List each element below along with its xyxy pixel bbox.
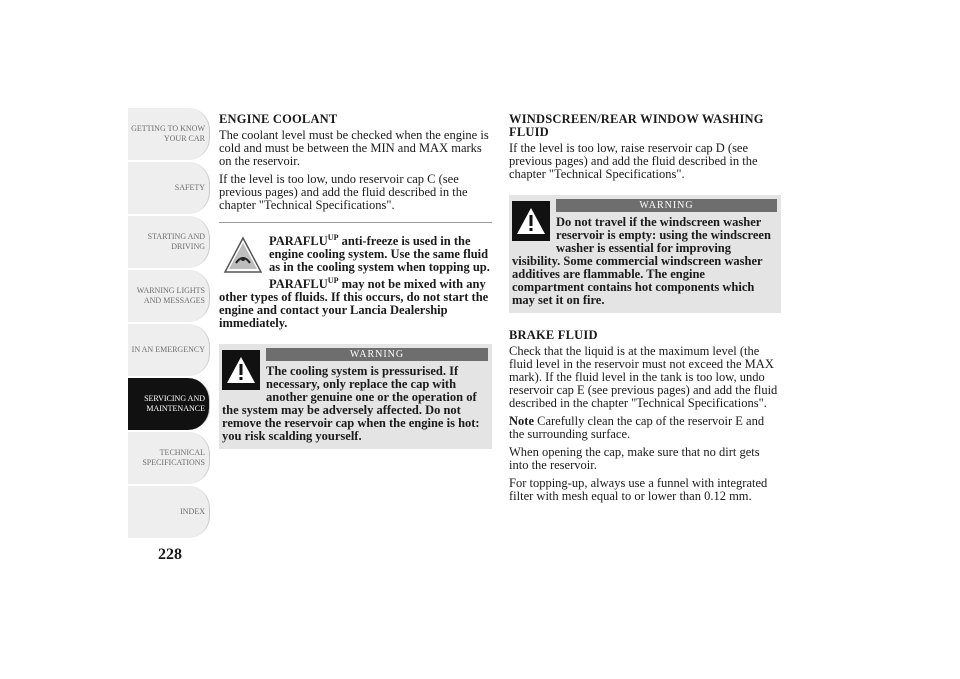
tab-technical-specifications[interactable]	[128, 432, 210, 484]
paragraph: For topping-up, always use a funnel with integrated filter with mesh equal to or lower than 0.12 mm.	[509, 476, 768, 503]
tab-label: IN AN EMERGENCY	[131, 345, 205, 354]
tab-label: INDEX	[180, 507, 205, 516]
caution-icon	[223, 235, 263, 279]
tab-label: SAFETY	[174, 183, 205, 192]
brand-name: PARAFLU	[269, 277, 328, 292]
tab-label: SERVICING AND MAINTENANCE	[144, 394, 205, 413]
paragraph: If the level is too low, undo reservoir cap C (see previous pages) and add the fluid described in the chapter "Technical Specifications".	[219, 172, 468, 212]
page-number: 228	[158, 546, 182, 563]
brand-superscript: UP	[327, 233, 339, 242]
warning-text-first: Do not travel if the windscreen washer reservoir is empty: using the	[556, 215, 762, 242]
warning-icon	[512, 201, 550, 241]
brand-superscript: UP	[327, 276, 339, 286]
warning-text-rest: windscreen washer is essential for improving visibility. Some commercial windscreen washer additives are flammable. The engine compartment contains hot components which may set it on fire.	[512, 228, 771, 307]
engine-coolant-heading: ENGINE COOLANT	[219, 112, 338, 126]
paragraph: If the level is too low, raise reservoir cap D (see previous pages) and add the fluid described in the chapter "Technical Specifications".	[509, 141, 758, 181]
note-text: Carefully clean the cap of the reservoir E and the surrounding surface.	[509, 414, 765, 441]
tab-label: GETTING TO KNOW YOUR CAR	[131, 124, 205, 143]
paragraph: When opening the cap, make sure that no dirt gets into the reservoir.	[509, 445, 760, 472]
divider	[219, 222, 492, 223]
paragraph: Check that the liquid is at the maximum level (the fluid level in the reservoir must not exceed the MAX mark). If the fluid level in the tank is too low, undo reservoir cap E (see previous pages) and add the fluid described in the chapter "Technical Specifications".	[509, 344, 778, 410]
tab-label: WARNING LIGHTS AND MESSAGES	[136, 286, 205, 305]
tab-safety[interactable]	[128, 162, 210, 214]
tab-label: STARTING AND DRIVING	[147, 232, 205, 251]
tab-in-an-emergency[interactable]	[128, 324, 210, 376]
left-column	[219, 113, 492, 465]
right-column	[509, 113, 781, 508]
warning-title: WARNING	[556, 199, 777, 212]
tab-servicing-maintenance[interactable]	[128, 378, 210, 430]
caution-note	[219, 231, 492, 330]
brake-fluid-heading: BRAKE FLUID	[509, 328, 598, 342]
note-text: may not be mixed with any other types of fluids. If this occurs, do not start the engine and contact your Lancia Dealership immediately.	[219, 277, 489, 331]
brand-name: PARAFLU	[269, 234, 328, 249]
warning-box-cooling	[219, 344, 492, 449]
note-paragraph	[509, 415, 781, 441]
warning-text-first: The cooling system is pressurised. If necessary, only replace the cap with	[266, 364, 459, 392]
tab-getting-to-know[interactable]	[128, 108, 210, 160]
washer-fluid-heading: WINDSCREEN/REAR WINDOW WASHING FLUID	[509, 112, 764, 139]
note-text: anti-freeze is used in the engine cooling system. Use the same fluid as in the cooling system when topping up.	[269, 234, 490, 275]
warning-text	[512, 216, 777, 307]
warning-title: WARNING	[266, 348, 488, 361]
warning-box-washer	[509, 195, 781, 313]
note-label: Note	[509, 414, 534, 428]
paragraph: The coolant level must be checked when the engine is cold and must be between the MIN and MAX marks on the reservoir.	[219, 128, 489, 168]
warning-text	[222, 365, 488, 443]
tab-starting-driving[interactable]	[128, 216, 210, 268]
tab-index[interactable]	[128, 486, 210, 538]
tab-label: TECHNICAL SPECIFICATIONS	[142, 448, 205, 467]
warning-icon	[222, 350, 260, 390]
warning-text-rest: another genuine one or the operation of the system may be adversely affected. Do not remove the reservoir cap when the engine is hot: you risk scalding yourself.	[222, 390, 480, 444]
tab-warning-lights[interactable]	[128, 270, 210, 322]
